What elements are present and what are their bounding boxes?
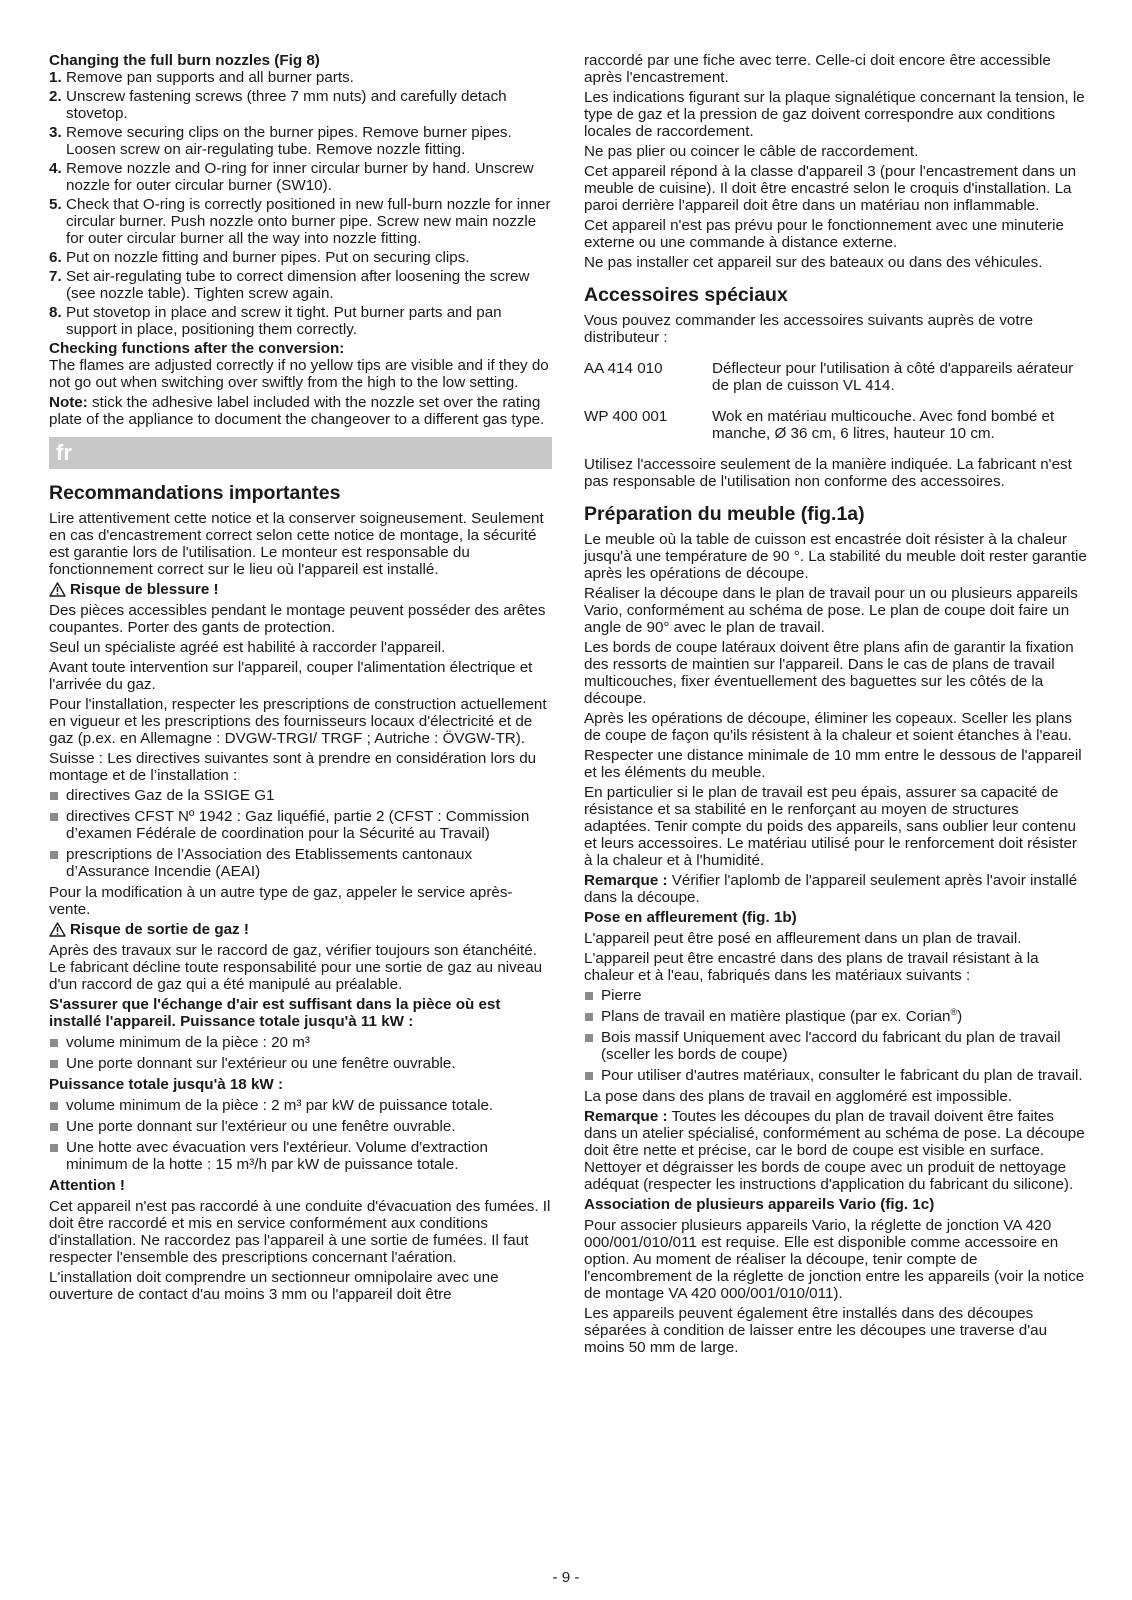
square-bullet <box>50 1144 58 1152</box>
square-bullet <box>585 1013 593 1021</box>
list-item: volume minimum de la pièce : 2 m³ par kW de puissance totale. <box>49 1097 552 1114</box>
accessory-desc: Wok en matériau multicouche. Avec fond bombé et manche, Ø 36 cm, 6 litres, hauteur 10 cm. <box>712 408 1055 442</box>
service-text: Pour la modification à un autre type de gaz, appeler le service après-vente. <box>49 884 513 918</box>
remark-label: Remarque : <box>584 1108 668 1125</box>
prep-p5: Respecter une distance minimale de 10 mm entre le dessous de l'appareil et les éléments du meuble. <box>584 747 1082 781</box>
note-paragraph <box>49 394 552 428</box>
accessories-intro: Vous pouvez commander les accessoires suivants auprès de votre distributeur : <box>584 312 1034 346</box>
risk-gas-text: Après des travaux sur le raccord de gaz, vérifier toujours son étanchéité. Le fabricant décline toute responsabilité pour une sortie de gaz au niveau d'un raccord de gaz qui a été manipulé au préalable. <box>49 942 543 993</box>
power18-list <box>49 1097 552 1173</box>
accessory-code: AA 414 010 <box>584 360 663 377</box>
step-item: 4. Remove nozzle and O-ring for inner circular burner by hand. Unscrew nozzle for outer circular burner (SW10). <box>49 160 534 194</box>
left-column <box>49 52 552 1306</box>
attention-text: Cet appareil n'est pas raccordé à une conduite d'évacuation des fumées. Il doit être raccordé et mis en service conformément aux conditions d'installation. Ne raccordez pas l'appareil à une sortie de fumées. Il faut respecter l'ensemble des prescriptions concernant l'aération. <box>49 1198 551 1266</box>
flush-p1: L'appareil peut être posé en affleurement dans un plan de travail. <box>584 930 1022 947</box>
square-bullet <box>50 813 58 821</box>
materials-list <box>584 987 1087 1084</box>
checking-heading: Checking functions after the conversion: <box>49 340 345 357</box>
page-number: - 9 - <box>552 1569 580 1586</box>
prep-p6: En particulier si le plan de travail est peu épais, assurer sa capacité de résistance et sa stabilité en le renforçant au moyen de structures adaptées. Tenir compte du poids des appareils, sans oublier leur contenu et leurs accessoires. Le matériau utilisé pour le renforcement doit résister à la chaleur et à l'humidité. <box>584 784 1077 869</box>
list-item: Plans de travail en matière plastique (par ex. Corian®) <box>584 1008 1087 1025</box>
warning-triangle-icon <box>49 922 66 937</box>
prep-p3: Les bords de coupe latéraux doivent être plans afin de garantir la fixation des ressorts de maintien sur l'appareil. Dans le cas de plans de travail multicouches, fixer éventuellement des baguettes sur les côtés de la découpe. <box>584 639 1074 707</box>
list-item: Une porte donnant sur l'extérieur ou une fenêtre ouvrable. <box>49 1118 552 1135</box>
preparation-heading: Préparation du meuble (fig.1a) <box>584 503 865 525</box>
list-item: Pour utiliser d'autres matériaux, consulter le fabricant du plan de travail. <box>584 1067 1087 1084</box>
warning-triangle-icon <box>49 582 66 597</box>
square-bullet <box>50 1102 58 1110</box>
step-item: 3. Remove securing clips on the burner pipes. Remove burner pipes. Loosen screw on air-regulating tube. Remove nozzle fitting. <box>49 124 512 158</box>
list-item: Pierre <box>584 987 1087 1004</box>
air-heading: S'assurer que l'échange d'air est suffisant dans la pièce où est installé l'appareil. Puissance totale jusqu'à 11 kW : <box>49 996 501 1030</box>
square-bullet <box>50 851 58 859</box>
step-item: 5. Check that O-ring is correctly positioned in new full-burn nozzle for inner circular burner. Push nozzle onto burner pipe. Screw new main nozzle for outer circular burner all the way into nozzle fitting. <box>49 196 551 247</box>
risk-injury-p4: Pour l'installation, respecter les prescriptions de construction actuellement en vigueur et les prescriptions des fournisseurs locaux d'électricité et de gaz (p.ex. en Allemagne : DVGW-TRGI/ TRGF ; Autriche : ÖVGW-TR). <box>49 696 547 747</box>
list-item: prescriptions de l’Association des Etablissements cantonaux d’Assurance Incendie (AEAI) <box>49 846 552 880</box>
list-item: directives Gaz de la SSIGE G1 <box>49 787 552 804</box>
remark-label: Remarque : <box>584 872 668 889</box>
accessory-code: WP 400 001 <box>584 408 668 425</box>
risk-injury-p1: Des pièces accessibles pendant le montage peuvent posséder des arêtes coupantes. Porter des gants de protection. <box>49 602 546 636</box>
reco-heading: Recommandations importantes <box>49 482 341 504</box>
risk-injury-heading: Risque de blessure ! <box>49 581 552 598</box>
remark-2: Remarque : Toutes les découpes du plan de travail doivent être faites dans un atelier spécialisé, conformément au schéma de pose. La découpe doit être nette et précise, car le bord de coupe est visible en surface. Nettoyer et dégraisser les bords de coupe avec un produit de nettoyage adéquat (respecter les instructions d'application du fabricant du silicone). <box>584 1108 1085 1193</box>
square-bullet <box>50 1039 58 1047</box>
square-bullet <box>50 792 58 800</box>
continued-p5: Cet appareil n'est pas prévu pour le fonctionnement avec une minuterie externe ou une commande à distance externe. <box>584 217 1064 251</box>
language-label: fr <box>56 440 72 465</box>
language-bar-fr <box>49 437 552 469</box>
step-item: 6. Put on nozzle fitting and burner pipes. Put on securing clips. <box>49 249 470 266</box>
risk-injury-p3: Avant toute intervention sur l'appareil, couper l'alimentation électrique et l'arrivée du gaz. <box>49 659 533 693</box>
step-item: 8. Put stovetop in place and screw it tight. Put burner parts and pan support in place, positioning them correctly. <box>49 304 502 338</box>
remark-1: Remarque : Vérifier l'aplomb de l'appareil seulement après l'avoir installé dans la découpe. <box>584 872 1078 906</box>
right-column <box>584 52 1087 1359</box>
association-heading: Association de plusieurs appareils Vario (fig. 1c) <box>584 1196 935 1213</box>
step-item: 2. Unscrew fastening screws (three 7 mm nuts) and carefully detach stovetop. <box>49 88 507 122</box>
prep-p2: Réaliser la découpe dans le plan de travail pour un ou plusieurs appareils Vario, conformément au schéma de pose. Le plan de coupe doit faire un angle de 90° avec le plan de travail. <box>584 585 1078 636</box>
square-bullet <box>585 1034 593 1042</box>
step-item: 1. Remove pan supports and all burner parts. <box>49 69 354 86</box>
list-item: Bois massif Uniquement avec l'accord du fabricant du plan de travail (sceller les bords de coupe) <box>584 1029 1087 1063</box>
accessories-note: Utilisez l'accessoire seulement de la manière indiquée. La fabricant n'est pas responsable de l'utilisation non conforme des accessoires. <box>584 456 1072 490</box>
continued-p2: Les indications figurant sur la plaque signalétique concernant la tension, le type de gaz et la pression de gaz doivent correspondre aux conditions locales de raccordement. <box>584 89 1085 140</box>
accessory-row <box>584 360 1087 394</box>
prep-p1: Le meuble où la table de cuisson est encastrée doit résister à la chaleur jusqu'à une température de 90 °. La stabilité du meuble doit rester garantie après les opérations de découpe. <box>584 531 1087 582</box>
risk-gas-heading: Risque de sortie de gaz ! <box>49 921 552 938</box>
suisse-list <box>49 787 552 880</box>
list-item: Une porte donnant sur l'extérieur ou une fenêtre ouvrable. <box>49 1055 552 1072</box>
assoc-p2: Les appareils peuvent également être installés dans des découpes séparées à condition de laisser entre les découpes une traverse d'au moins 50 mm de large. <box>584 1305 1048 1356</box>
air-list <box>49 1034 552 1072</box>
list-item: directives CFST Nº 1942 : Gaz liquéfié, partie 2 (CFST : Commission d’examen Fédérale de coordination pour la Sécurité au Travail) <box>49 808 552 842</box>
nozzle-steps-list <box>49 69 552 338</box>
reco-text: Lire attentivement cette notice et la conserver soigneusement. Seulement en cas d'encastrement correct selon cette notice de montage, la sécurité est garantie lors de l'utilisation. Le monteur est responsable du fonctionnement correct sur le lieu où l'appareil est installé. <box>49 510 544 578</box>
risk-injury-p2: Seul un spécialiste agréé est habilité à raccorder l'appareil. <box>49 639 446 656</box>
note-label: Note: <box>49 394 88 411</box>
square-bullet <box>585 1072 593 1080</box>
list-item: volume minimum de la pièce : 20 m³ <box>49 1034 552 1051</box>
prep-p4: Après les opérations de découpe, éliminer les copeaux. Sceller les plans de coupe de façon qu'ils résistent à la chaleur et soient étanches à l'eau. <box>584 710 1072 744</box>
assoc-p1: Pour associer plusieurs appareils Vario, la réglette de jonction VA 420 000/001/010/011 est requise. Elle est disponible comme accessoire en option. Au moment de réaliser la découpe, tenir compte de l'encombrement de la réglette de jonction entre les appareils (voir la notice de montage VA 420 000/001/010/011). <box>584 1217 1085 1302</box>
flush-heading: Pose en affleurement (fig. 1b) <box>584 909 797 926</box>
suisse-text: Suisse : Les directives suivantes sont à prendre en considération lors du montage et de l’installation : <box>49 750 537 784</box>
flush-p2: L'appareil peut être encastré dans des plans de travail résistant à la chaleur et à l'eau, fabriqués dans les matériaux suivants : <box>584 950 1039 984</box>
continued-p4: Cet appareil répond à la classe d'appareil 3 (pour l'encastrement dans un meuble de cuisine). Il doit être encastré selon le croquis d'installation. La paroi derrière l'appareil doit être dans un matériau non inflammable. <box>584 163 1077 214</box>
accessory-row <box>584 408 1087 442</box>
power18-heading: Puissance totale jusqu'à 18 kW : <box>49 1076 284 1093</box>
flush-p3: La pose dans des plans de travail en aggloméré est impossible. <box>584 1088 1013 1105</box>
attention-heading: Attention ! <box>49 1177 125 1194</box>
nozzle-heading: Changing the full burn nozzles (Fig 8) <box>49 52 320 69</box>
square-bullet <box>585 992 593 1000</box>
continued-p3: Ne pas plier ou coincer le câble de raccordement. <box>584 143 919 160</box>
checking-text: The flames are adjusted correctly if no yellow tips are visible and if they do not go out when switching over swiftly from the high to the low setting. <box>49 357 549 391</box>
square-bullet <box>50 1060 58 1068</box>
list-item: Une hotte avec évacuation vers l'extérieur. Volume d'extraction minimum de la hotte : 15 m³/h par kW de puissance totale. <box>49 1139 552 1173</box>
registered-mark: ® <box>950 1006 958 1017</box>
accessory-desc: Déflecteur pour l'utilisation à côté d'appareils aérateur de plan de cuisson VL 414. <box>712 360 1074 394</box>
note-text: stick the adhesive label included with the nozzle set over the rating plate of the appliance to document the changeover to a different gas type. <box>49 394 545 428</box>
continued-p1: raccordé par une fiche avec terre. Celle-ci doit encore être accessible après l'encastrement. <box>584 52 1051 86</box>
step-item: 7. Set air-regulating tube to correct dimension after loosening the screw (see nozzle table). Tighten screw again. <box>49 268 530 302</box>
accessories-heading: Accessoires spéciaux <box>584 284 788 306</box>
continued-p6: Ne pas installer cet appareil sur des bateaux ou dans des véhicules. <box>584 254 1043 271</box>
square-bullet <box>50 1123 58 1131</box>
install-text: L'installation doit comprendre un sectionneur omnipolaire avec une ouverture de contact d'au moins 3 mm ou l'appareil doit être <box>49 1269 499 1303</box>
